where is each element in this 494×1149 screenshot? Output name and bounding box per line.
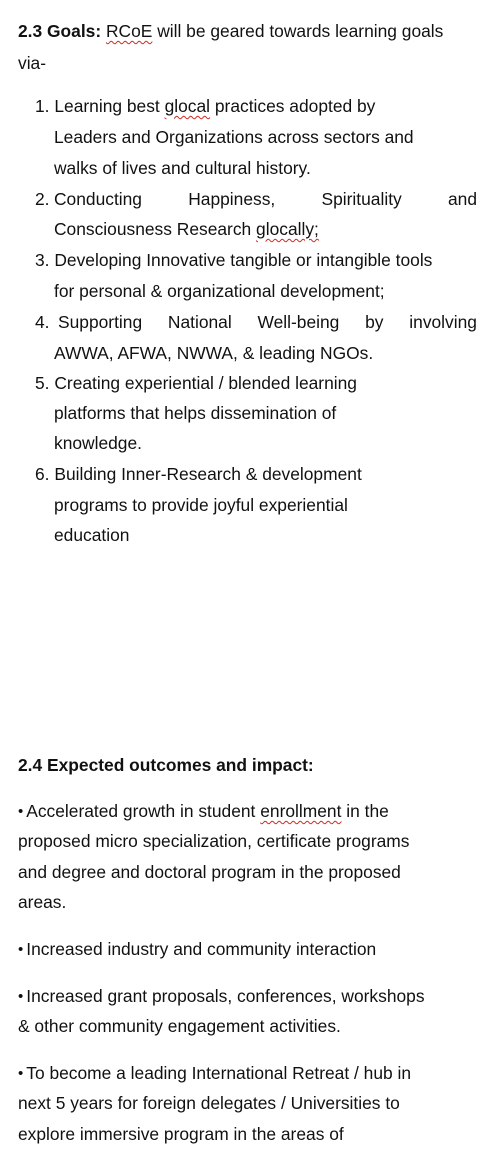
goals-intro-line-2: via- xyxy=(18,53,47,73)
goal-item-1-number: 1. xyxy=(35,96,50,116)
glocal-term: glocal xyxy=(164,96,211,116)
goal-item-2-line-1 xyxy=(54,188,477,210)
outcome-bullet-1-text-a: Accelerated growth in student xyxy=(26,801,256,821)
goal-item-4-line-1 xyxy=(58,311,477,333)
goal-item-5-number: 5. xyxy=(35,373,50,393)
outcome-bullet-4-line-2: next 5 years for foreign delegates / Universities to xyxy=(18,1093,400,1113)
enrollment-term: enrollment xyxy=(260,801,342,821)
goal-item-4-line-2: AWWA, AFWA, NWWA, & leading NGOs. xyxy=(54,343,374,363)
bullet-icon: • xyxy=(18,941,24,958)
goal-item-3-line-1 xyxy=(35,249,432,271)
goal-item-3-number: 3. xyxy=(35,250,50,270)
glocally-term: glocally; xyxy=(256,219,319,239)
goal-item-4-word: involving xyxy=(409,312,477,332)
outcome-bullet-1-line-2: proposed micro specialization, certificate programs xyxy=(18,831,410,851)
goal-item-4-word: National xyxy=(167,312,232,332)
outcome-bullet-1-text-b: in the xyxy=(346,801,389,821)
goal-item-6-text: Building Inner-Research & development xyxy=(54,464,362,484)
goal-item-6-line-1 xyxy=(35,463,362,485)
rcoe-term: RCoE xyxy=(105,21,153,41)
outcome-bullet-3-line-1 xyxy=(18,985,425,1009)
outcomes-heading: 2.4 Expected outcomes and impact: xyxy=(18,755,314,775)
goal-item-5-line-2: platforms that helps dissemination of xyxy=(54,403,337,423)
outcome-bullet-2-text: Increased industry and community interaction xyxy=(26,939,377,959)
goal-item-3-line-2: for personal & organizational development; xyxy=(54,281,385,301)
goal-item-2-word: Spirituality xyxy=(321,189,402,209)
goal-item-2-number: 2. xyxy=(35,189,50,209)
bullet-icon: • xyxy=(18,988,24,1005)
goal-item-5-text: Creating experiential / blended learning xyxy=(54,373,357,393)
goal-item-5-line-1 xyxy=(35,372,357,394)
outcome-bullet-1-line-1 xyxy=(18,800,389,824)
outcome-bullet-2-line-1 xyxy=(18,938,376,962)
goal-item-1-text-a: Learning best xyxy=(54,96,160,116)
goal-item-2-line-2 xyxy=(54,218,319,240)
goal-item-4-number: 4. xyxy=(35,312,50,332)
goal-item-2-word: Happiness, xyxy=(188,189,276,209)
goal-item-2-text: Consciousness Research xyxy=(54,219,252,239)
goal-item-5-line-3: knowledge. xyxy=(54,433,142,453)
goal-item-1-text-b: practices adopted by xyxy=(214,96,376,116)
outcome-bullet-4-line-1 xyxy=(18,1062,411,1086)
outcome-bullet-1-line-3: and degree and doctoral program in the proposed xyxy=(18,862,401,882)
bullet-icon: • xyxy=(18,803,24,820)
outcome-bullet-3-line-2: & other community engagement activities. xyxy=(18,1016,341,1036)
goal-item-6-line-2: programs to provide joyful experiential xyxy=(54,495,348,515)
goal-item-2-word: Conducting xyxy=(54,189,142,209)
goals-heading: 2.3 Goals: xyxy=(18,21,102,41)
goal-item-1-line-2: Leaders and Organizations across sectors and xyxy=(54,127,414,147)
goal-item-3-text: Developing Innovative tangible or intangible tools xyxy=(54,250,433,270)
goal-item-4-word: Supporting xyxy=(58,312,143,332)
goals-intro-line-1 xyxy=(18,20,443,42)
goal-item-1-line-1 xyxy=(35,95,375,117)
goal-item-6-number: 6. xyxy=(35,464,50,484)
goal-item-4-word: Well-being xyxy=(257,312,340,332)
goal-item-6-line-3: education xyxy=(54,525,130,545)
goals-intro-text: will be geared towards learning goals xyxy=(157,21,444,41)
outcome-bullet-4-text: To become a leading International Retreat / hub in xyxy=(26,1063,412,1083)
outcome-bullet-4-line-3: explore immersive program in the areas of xyxy=(18,1124,344,1144)
outcome-bullet-1-line-4: areas. xyxy=(18,892,67,912)
goal-item-1-line-3: walks of lives and cultural history. xyxy=(54,158,311,178)
bullet-icon: • xyxy=(18,1065,24,1082)
outcome-bullet-3-text: Increased grant proposals, conferences, workshops xyxy=(26,986,425,1006)
goal-item-4-word: by xyxy=(365,312,384,332)
goal-item-2-word: and xyxy=(447,189,477,209)
